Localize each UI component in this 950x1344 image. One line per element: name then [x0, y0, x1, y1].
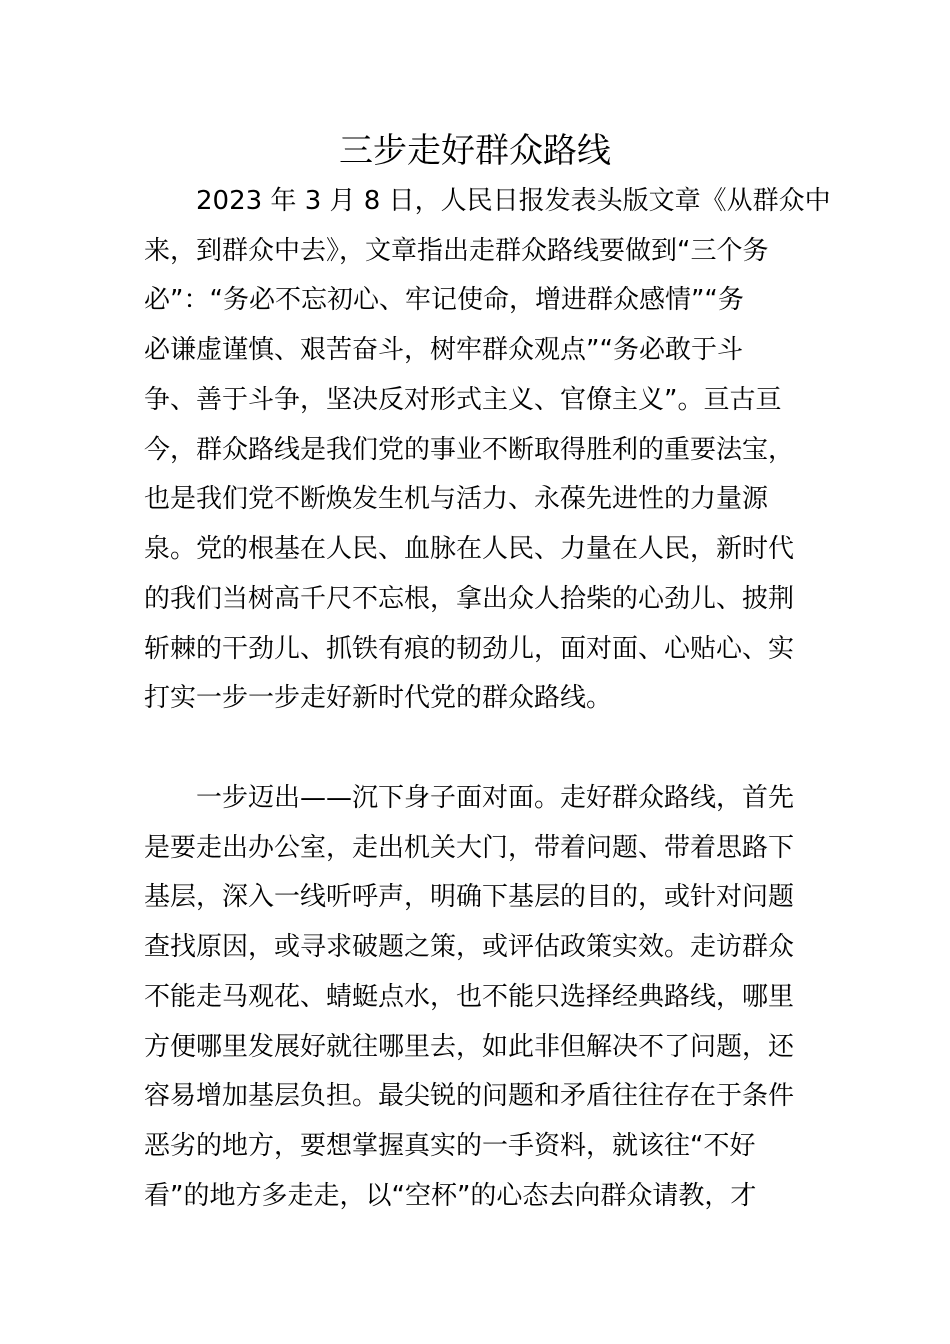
- paragraph-line: 今，群众路线是我们党的事业不断取得胜利的重要法宝，: [144, 435, 795, 465]
- paragraph-line: 斩棘的干劲儿、抓铁有痕的韧劲儿，面对面、心贴心、实: [144, 634, 795, 664]
- paragraph-line: 也是我们党不断焕发生机与活力、永葆先进性的力量源: [144, 484, 769, 514]
- paragraph-line: 争、善于斗争，坚决反对形式主义、官僚主义”。亘古亘: [144, 385, 782, 415]
- paragraph-line: 的我们当树高千尺不忘根，拿出众人拾柴的心劲儿、披荆: [144, 584, 795, 614]
- paragraph-line: 打实一步一步走好新时代党的群众路线。: [144, 683, 613, 713]
- paragraph-line: 是要走出办公室，走出机关大门，带着问题、带着思路下: [144, 833, 795, 863]
- paragraph-line: 恶劣的地方，要想掌握真实的一手资料，就该往“不好: [144, 1131, 756, 1161]
- paragraph-line: 必”：“务必不忘初心、牢记使命，增进群众感情”“务: [144, 285, 744, 315]
- paragraph-line: 必谦虚谨慎、艰苦奋斗，树牢群众观点”“务必敢于斗: [144, 335, 743, 365]
- paragraph-line: 查找原因，或寻求破题之策，或评估政策实效。走访群众: [144, 932, 795, 962]
- paragraph-line: 泉。党的根基在人民、血脉在人民、力量在人民，新时代: [144, 534, 795, 564]
- paragraph-line: 2023 年 3 月 8 日，人民日报发表头版文章《从群众中: [196, 186, 831, 216]
- paragraph-line: 看”的地方多走走，以“空杯”的心态去向群众请教，才: [144, 1181, 757, 1211]
- paragraph-line: 容易增加基层负担。最尖锐的问题和矛盾往往存在于条件: [144, 1081, 795, 1111]
- paragraph-line: 方便哪里发展好就往哪里去，如此非但解决不了问题，还: [144, 1032, 795, 1062]
- paragraph-line: 来，到群众中去》，文章指出走群众路线要做到“三个务: [144, 236, 769, 266]
- paragraph-line: 一步迈出——沉下身子面对面。走好群众路线，首先: [196, 783, 795, 813]
- document-title: 三步走好群众路线: [339, 131, 611, 171]
- paragraph-line: 基层，深入一线听呼声，明确下基层的目的，或针对问题: [144, 882, 795, 912]
- paragraph-line: 不能走马观花、蜻蜓点水，也不能只选择经典路线，哪里: [144, 982, 795, 1012]
